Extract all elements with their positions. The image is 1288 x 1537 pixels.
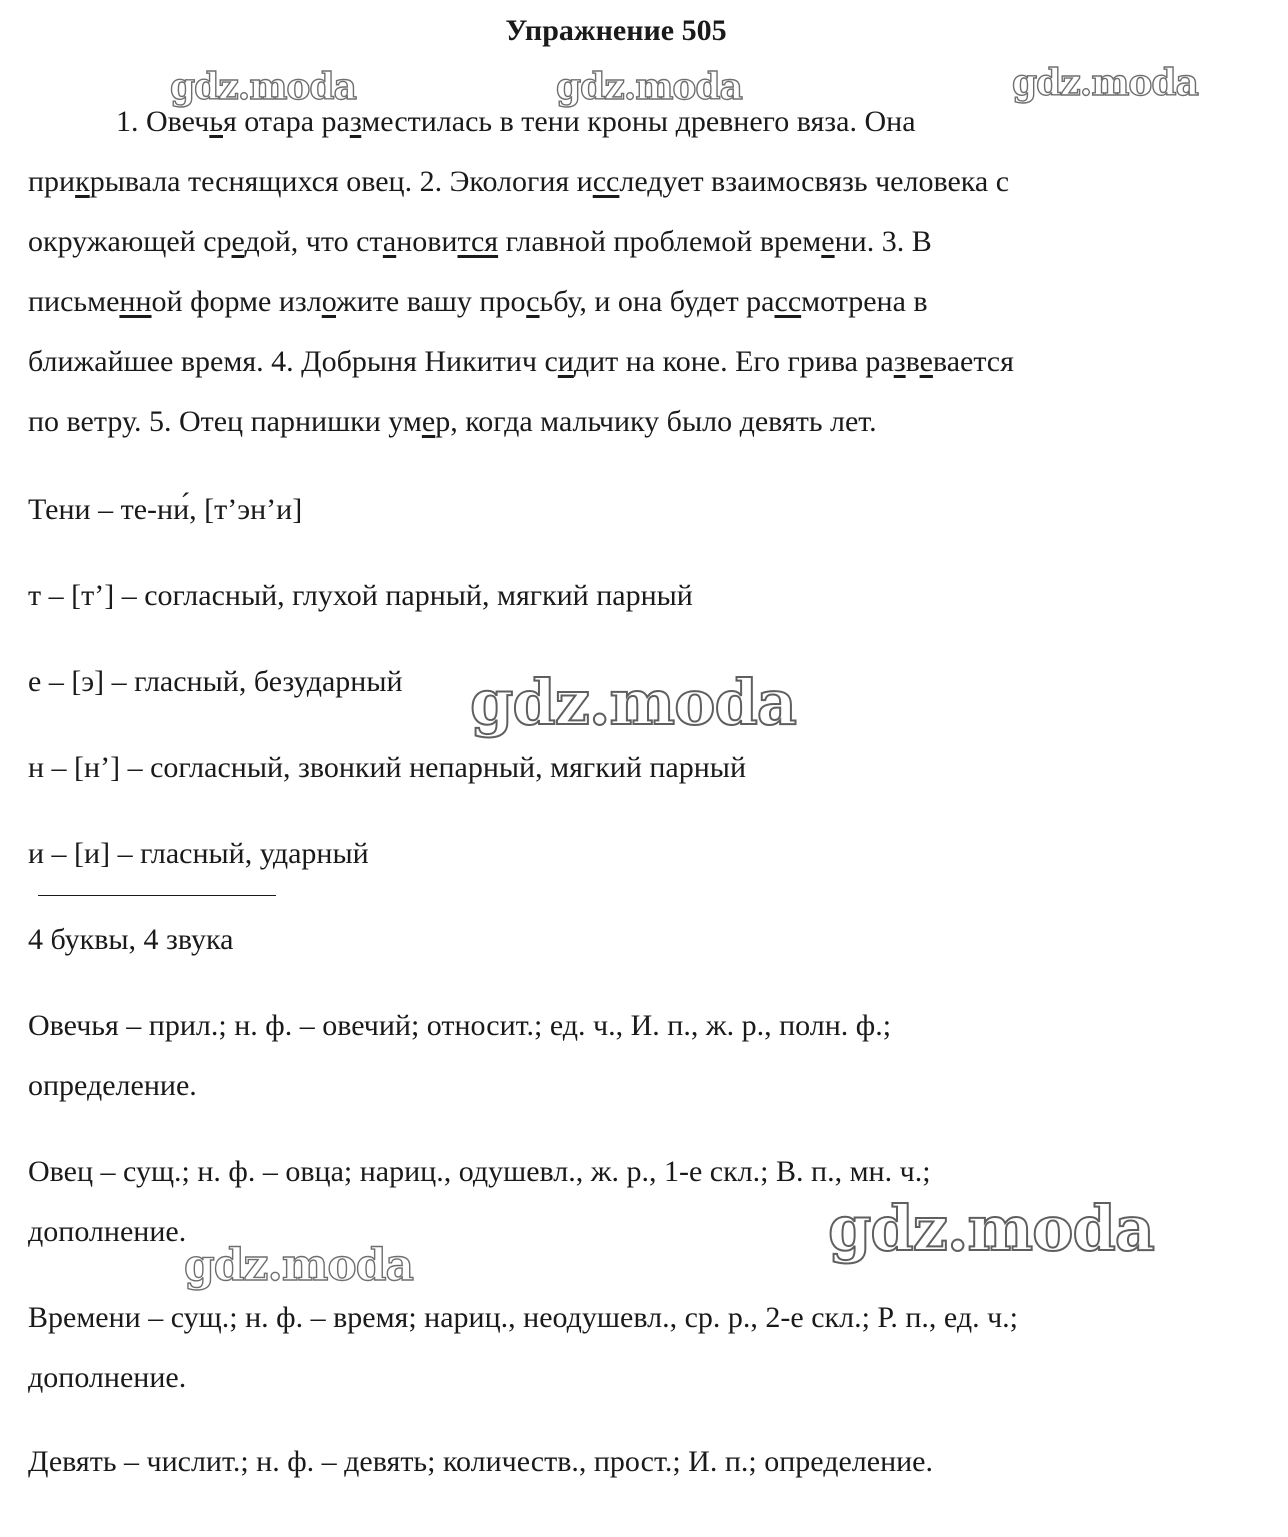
sound-line: н – [н’] – согласный, звонкий непарный, мягкий парный [28,751,747,784]
text-line: по ветру. 5. Отец парнишки умер, когда мальчику было девять лет. [28,405,877,438]
exercise-title: Упражнение 505 [505,14,727,47]
watermark: gdz.moda [1012,62,1198,104]
text-line: окружающей средой, что становится главной проблемой времени. 3. В [28,225,932,258]
morph-line: определение. [28,1069,197,1102]
phonetic-word: Тени – те-ни́, [т’эн’и] [28,493,303,526]
sound-line: и – [и] – гласный, ударный [28,837,369,870]
text-line: 1. Овечья отара разместилась в тени кроны древнего вяза. Она [116,105,916,138]
morph-line: дополнение. [28,1361,187,1394]
divider [38,895,276,896]
watermark: gdz.moda [556,66,742,108]
text-line: прикрывала теснящихся овец. 2. Экология исследует взаимосвязь человека с [28,165,1010,198]
watermark: gdz.moda [470,666,796,739]
text-line: ближайшее время. 4. Добрыня Никитич сидит на коне. Его грива развевается [28,345,1014,378]
watermark: gdz.moda [828,1192,1154,1265]
morph-line: дополнение. [28,1215,187,1248]
morph-line: Овец – сущ.; н. ф. – овца; нариц., одушевл., ж. р., 1-е скл.; В. п., мн. ч.; [28,1155,931,1188]
watermark: gdz.moda [170,66,356,108]
morph-line: Овечья – прил.; н. ф. – овечий; относит.; ед. ч., И. п., ж. р., полн. ф.; [28,1009,892,1042]
morph-line: Девять – числит.; н. ф. – девять; количеств., прост.; И. п.; определение. [28,1445,933,1478]
phonetic-summary: 4 буквы, 4 звука [28,923,234,956]
watermark: gdz.moda [184,1240,414,1291]
sound-line: т – [т’] – согласный, глухой парный, мягкий парный [28,579,693,612]
sound-line: е – [э] – гласный, безударный [28,665,403,698]
text-line: письменной форме изложите вашу просьбу, и она будет рассмотрена в [28,285,928,318]
morph-line: Времени – сущ.; н. ф. – время; нариц., неодушевл., ср. р., 2-е скл.; Р. п., ед. ч.; [28,1301,1018,1334]
